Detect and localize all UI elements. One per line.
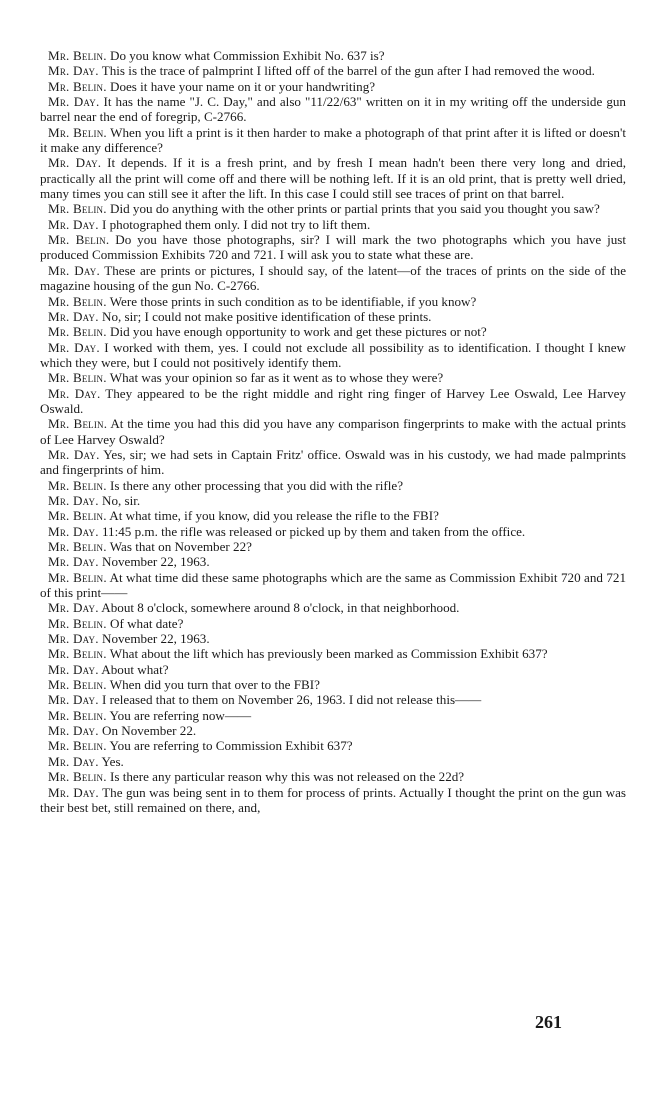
statement-text: It depends. If it is a fresh print, and by fresh I mean hadn't been there very long and dried, practically all the print will come off and there will be nothing left. If it is an old print, that is pretty well dried, many times you can still see it after the lift. In this case I could still see traces of print on that barrel.	[40, 155, 626, 202]
transcript-paragraph	[40, 94, 626, 125]
speaker-name: Mr. Day.	[48, 94, 100, 110]
transcript-paragraph	[40, 79, 626, 94]
transcript-paragraph	[40, 631, 626, 646]
transcript-paragraph	[40, 508, 626, 523]
transcript-paragraph	[40, 48, 626, 63]
speaker-name: Mr. Belin.	[48, 201, 107, 217]
transcript-body	[40, 48, 626, 815]
transcript-paragraph	[40, 294, 626, 309]
speaker-name: Mr. Belin.	[48, 738, 107, 754]
speaker-name: Mr. Belin.	[48, 508, 107, 524]
speaker-name: Mr. Day.	[48, 753, 99, 769]
speaker-name: Mr. Belin.	[48, 677, 107, 693]
transcript-paragraph	[40, 447, 626, 478]
statement-text: Yes.	[101, 753, 124, 769]
speaker-name: Mr. Day.	[48, 155, 102, 171]
transcript-paragraph	[40, 309, 626, 324]
statement-text: 11:45 p.m. the rifle was released or picked up by them and taken from the office.	[101, 523, 526, 539]
transcript-paragraph	[40, 232, 626, 263]
transcript-paragraph	[40, 662, 626, 677]
statement-text: Yes, sir; we had sets in Captain Fritz' office. Oswald was in his custody, we had made palmprints and fingerprints of him.	[40, 446, 626, 478]
speaker-name: Mr. Day.	[48, 216, 99, 232]
speaker-name: Mr. Belin.	[48, 416, 108, 432]
transcript-paragraph	[40, 692, 626, 707]
speaker-name: Mr. Belin.	[48, 232, 110, 248]
speaker-name: Mr. Day.	[48, 523, 99, 539]
transcript-paragraph	[40, 324, 626, 339]
statement-text: I released that to them on November 26, 1963. I did not release this——	[101, 692, 482, 708]
speaker-name: Mr. Belin.	[48, 769, 107, 785]
statement-text: About what?	[101, 661, 169, 677]
statement-text: They appeared to be the right middle and right ring finger of Harvey Lee Oswald, Lee Harvey Oswald.	[40, 385, 626, 416]
statement-text: Did you do anything with the other prints or partial prints that you said you thought you saw?	[109, 201, 600, 217]
statement-text: November 22, 1963.	[101, 554, 210, 570]
speaker-name: Mr. Belin.	[48, 539, 107, 554]
transcript-paragraph	[40, 493, 626, 508]
statement-text: This is the trace of palmprint I lifted off of the barrel of the gun after I had removed the wood.	[101, 63, 595, 79]
statement-text: When did you turn that over to the FBI?	[109, 677, 320, 693]
statement-text: What about the lift which has previously been marked as Commission Exhibit 637?	[109, 646, 548, 662]
transcript-paragraph	[40, 738, 626, 753]
speaker-name: Mr. Day.	[48, 784, 99, 800]
statement-text: At the time you had this did you have any comparison fingerprints to make with the actual prints of Lee Harvey Oswald?	[40, 416, 626, 447]
statement-text: On November 22.	[101, 723, 197, 739]
speaker-name: Mr. Day.	[48, 600, 99, 616]
speaker-name: Mr. Day.	[48, 492, 99, 508]
speaker-name: Mr. Belin.	[48, 293, 107, 309]
statement-text: When you lift a print is it then harder to make a photograph of that print after it is lifted or doesn't it make any difference?	[40, 124, 626, 156]
transcript-paragraph	[40, 539, 626, 554]
speaker-name: Mr. Day.	[48, 385, 101, 401]
speaker-name: Mr. Belin.	[48, 124, 107, 140]
statement-text: Is there any other processing that you did with the rifle?	[109, 477, 404, 493]
transcript-paragraph	[40, 524, 626, 539]
transcript-paragraph	[40, 201, 626, 216]
statement-text: I worked with them, yes. I could not exclude all possibility as to identification. I thought I knew which they were, but I could not positively identify them.	[40, 339, 626, 370]
transcript-paragraph	[40, 370, 626, 385]
transcript-paragraph	[40, 386, 626, 417]
speaker-name: Mr. Day.	[48, 446, 100, 462]
speaker-name: Mr. Belin.	[48, 78, 107, 94]
speaker-name: Mr. Belin.	[48, 569, 107, 585]
statement-text: Is there any particular reason why this was not released on the 22d?	[109, 769, 465, 785]
statement-text: Did you have enough opportunity to work and get these pictures or not?	[109, 324, 487, 340]
speaker-name: Mr. Belin.	[48, 707, 107, 723]
speaker-name: Mr. Day.	[48, 661, 99, 677]
speaker-name: Mr. Day.	[48, 308, 99, 324]
statement-text: Of what date?	[109, 615, 184, 631]
statement-text: I photographed them only. I did not try to lift them.	[101, 216, 371, 232]
speaker-name: Mr. Belin.	[48, 324, 107, 340]
speaker-name: Mr. Day.	[48, 63, 99, 79]
transcript-paragraph	[40, 554, 626, 569]
speaker-name: Mr. Belin.	[48, 615, 107, 631]
speaker-name: Mr. Day.	[48, 631, 99, 647]
speaker-name: Mr. Belin.	[48, 370, 107, 386]
transcript-paragraph	[40, 63, 626, 78]
transcript-paragraph	[40, 677, 626, 692]
speaker-name: Mr. Day.	[48, 692, 99, 708]
transcript-paragraph	[40, 769, 626, 784]
speaker-name: Mr. Day.	[48, 339, 100, 355]
statement-text: These are prints or pictures, I should say, of the latent—of the traces of prints on the side of the magazine housing of the gun No. C-2766.	[40, 262, 627, 294]
speaker-name: Mr. Day.	[48, 554, 99, 570]
statement-text: You are referring now——	[109, 707, 252, 723]
statement-text: Does it have your name on it or your handwriting?	[109, 78, 376, 94]
transcript-paragraph	[40, 125, 626, 156]
transcript-paragraph	[40, 340, 626, 371]
statement-text: No, sir.	[101, 492, 141, 508]
page-number: 261	[535, 1012, 562, 1032]
transcript-paragraph	[40, 478, 626, 493]
speaker-name: Mr. Belin.	[48, 48, 107, 63]
statement-text: Was that on November 22?	[109, 539, 252, 554]
statement-text: It has the name "J. C. Day," and also "11/22/63" written on it in my writing off the underside gun barrel near the end of foregrip, C-2766.	[40, 94, 626, 125]
speaker-name: Mr. Belin.	[48, 477, 107, 493]
transcript-paragraph	[40, 785, 626, 816]
statement-text: What was your opinion so far as it went as to whose they were?	[109, 370, 444, 386]
speaker-name: Mr. Day.	[48, 723, 99, 739]
transcript-paragraph	[40, 754, 626, 769]
transcript-paragraph	[40, 616, 626, 631]
statement-text: November 22, 1963.	[101, 631, 210, 647]
statement-text: Were those prints in such condition as to be identifiable, if you know?	[109, 293, 477, 309]
statement-text: At what time did these same photographs which are the same as Commission Exhibit 720 and 721 of this print——	[40, 569, 626, 601]
speaker-name: Mr. Belin.	[48, 646, 107, 662]
transcript-paragraph	[40, 570, 626, 601]
transcript-paragraph	[40, 155, 626, 201]
statement-text: At what time, if you know, did you release the rifle to the FBI?	[109, 508, 439, 524]
transcript-paragraph	[40, 416, 626, 447]
transcript-paragraph	[40, 263, 626, 294]
statement-text: The gun was being sent in to them for process of prints. Actually I thought the print on the gun was their best bet, still remained on there, and,	[40, 784, 626, 815]
statement-text: About 8 o'clock, somewhere around 8 o'clock, in that neighborhood.	[101, 600, 460, 616]
transcript-paragraph	[40, 723, 626, 738]
transcript-paragraph	[40, 646, 626, 661]
speaker-name: Mr. Day.	[48, 262, 100, 278]
transcript-paragraph	[40, 600, 626, 615]
transcript-paragraph	[40, 708, 626, 723]
statement-text: You are referring to Commission Exhibit 637?	[109, 738, 353, 754]
statement-text: No, sir; I could not make positive identification of these prints.	[101, 308, 432, 324]
transcript-paragraph	[40, 217, 626, 232]
statement-text: Do you have those photographs, sir? I will mark the two photographs which you have just produced Commission Exhibits 720 and 721. I will ask you to state what these are.	[40, 232, 626, 263]
statement-text: Do you know what Commission Exhibit No. 637 is?	[109, 48, 385, 63]
